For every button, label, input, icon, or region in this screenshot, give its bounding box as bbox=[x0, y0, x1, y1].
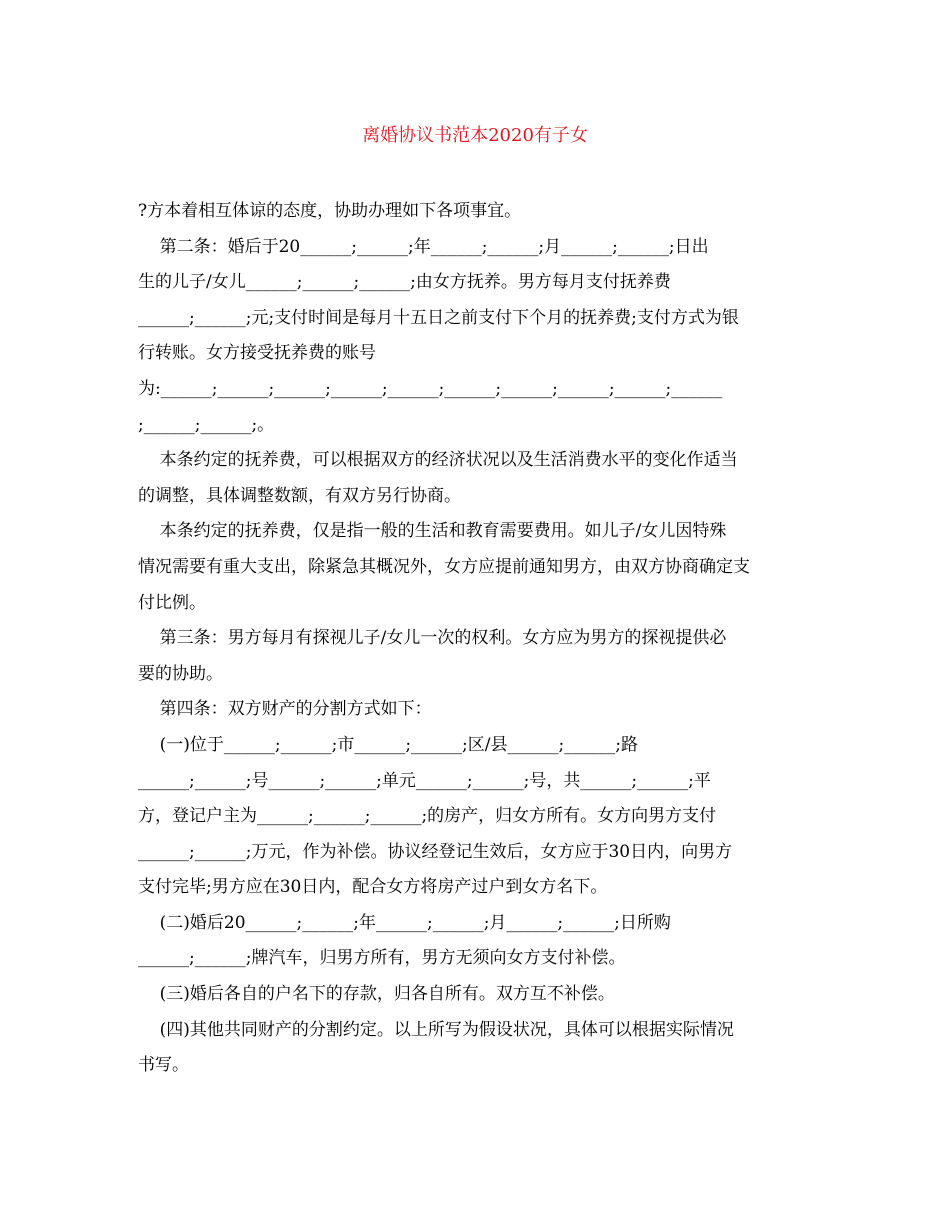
text-line: (三)婚后各自的户名下的存款，归各自所有。双方互不补偿。 bbox=[138, 984, 615, 1005]
text-line: 支付完毕;男方应在30日内，配合女方将房产过户到女方名下。 bbox=[138, 877, 608, 898]
text-line: 第二条：婚后于20______;______;年______;______;月______;______;日出 bbox=[138, 236, 709, 257]
text-line: ______;______;号______;______;单元______;______;号，共______;______;平 bbox=[138, 770, 711, 791]
text-line: 的调整，具体调整数额，有双方另行协商。 bbox=[138, 485, 461, 506]
document-title: 离婚协议书范本2020有子女 bbox=[362, 125, 588, 146]
text-line: ______;______;牌汽车，归男方所有，男方无须向女方支付补偿。 bbox=[138, 948, 626, 969]
text-line: ______;______;万元，作为补偿。协议经登记生效后，女方应于30日内，向男方 bbox=[138, 841, 733, 862]
text-line: ?方本着相互体谅的态度，协助办理如下各项事宜。 bbox=[138, 201, 522, 221]
text-line: 第三条：男方每月有探视儿子/女儿一次的权利。女方应为男方的探视提供必 bbox=[138, 628, 727, 649]
text-line: 书写。 bbox=[138, 1055, 189, 1076]
text-line: 生的儿子/女儿______;______;______;由女方抚养。男方每月支付抚养费 bbox=[138, 272, 671, 293]
text-line: (一)位于______;______;市______;______;区/县______;______;路 bbox=[138, 734, 638, 755]
text-line: (四)其他共同财产的分割约定。以上所写为假设状况，具体可以根据实际情况 bbox=[138, 1019, 734, 1040]
text-line: 本条约定的抚养费，可以根据双方的经济状况以及生活消费水平的变化作适当 bbox=[138, 450, 738, 471]
text-line: ______;______;元;支付时间是每月十五日之前支付下个月的抚养费;支付方式为银 bbox=[138, 307, 739, 328]
text-line: 付比例。 bbox=[138, 592, 206, 613]
text-line: 方，登记户主为______;______;______;的房产，归女方所有。女方向男方支付 bbox=[138, 806, 717, 827]
text-line: 第四条：双方财产的分割方式如下： bbox=[138, 699, 432, 720]
text-line: 本条约定的抚养费，仅是指一般的生活和教育需要费用。如儿子/女儿因特殊 bbox=[138, 521, 727, 542]
text-line: 情况需要有重大支出，除紧急其概况外，女方应提前通知男方，由双方协商确定支 bbox=[138, 556, 750, 577]
document-body bbox=[138, 194, 814, 1084]
text-line: 要的协助。 bbox=[138, 663, 223, 684]
text-line: 行转账。女方接受抚养费的账号 bbox=[138, 343, 376, 364]
text-line: 为:______;______;______;______;______;______;______;______;______;______ bbox=[138, 378, 723, 399]
text-line: ;______;______;。 bbox=[138, 414, 275, 435]
text-line: (二)婚后20______;______;年______;______;月______;______;日所购 bbox=[138, 912, 671, 933]
